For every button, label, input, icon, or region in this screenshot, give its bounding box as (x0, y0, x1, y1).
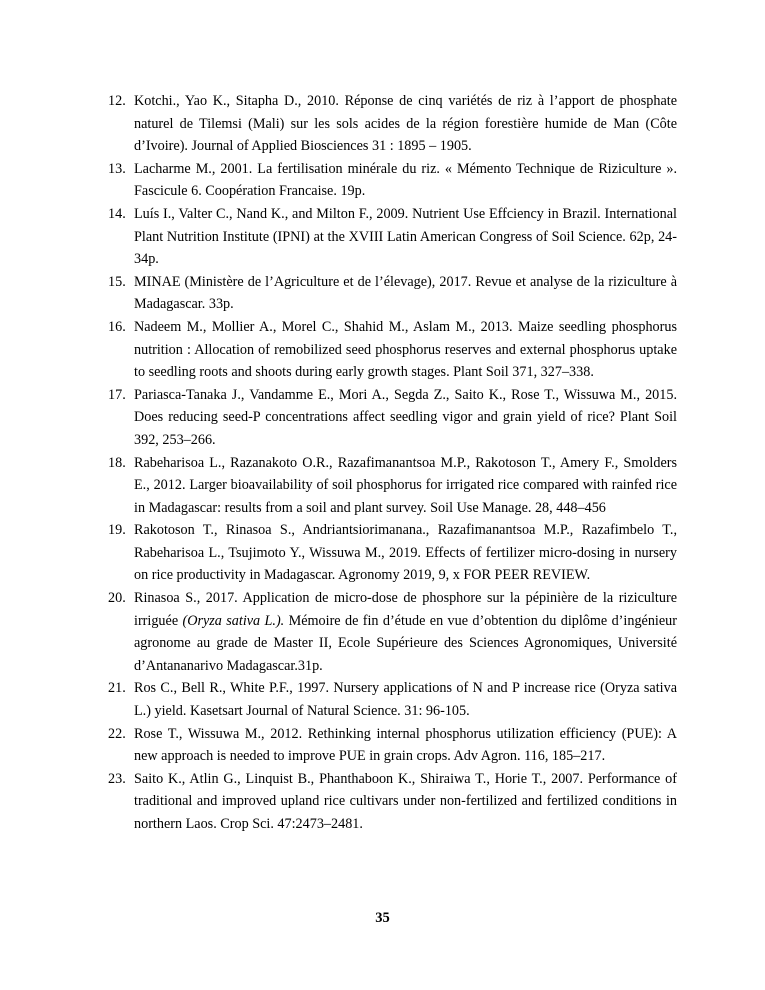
reference-text (134, 522, 677, 583)
reference-italic-text: (Oryza sativa L.). (182, 612, 285, 629)
reference-text-segment: Nadeem M., Mollier A., Morel C., Shahid M., Aslam M., 2013. Maize seedling phosphorus nutrition : Allocation of remobilized seed phosphorus reserves and external phosphorus uptake to seedling roots and shoots during early growth stages. Plant Soil 371, 327–338. (134, 318, 677, 381)
reference-number: 14. (108, 205, 126, 222)
reference-text (134, 771, 677, 832)
reference-text-segment: Rakotoson T., Rinasoa S., Andriantsiorimanana., Razafimanantsoa M.P., Razafimbelo T., Rabeharisoa L., Tsujimoto Y., Wissuwa M., 2019. Effects of fertilizer micro-dosing in nursery on rice productivity in Madagascar. Agronomy 2019, 9, x FOR PEER REVIEW. (134, 522, 677, 584)
reference-text (134, 455, 677, 516)
reference-list (108, 90, 677, 836)
reference-number: 15. (108, 273, 126, 290)
reference-item (108, 384, 677, 452)
reference-text-segment: Mémoire de fin d’étude en vue d’obtention du diplôme d’ingénieur agronome au grade de Master II, Ecole Supérieure des Sciences Agronomiques, Université d’Antananarivo Madagascar.31p. (134, 612, 677, 674)
reference-item (108, 203, 677, 271)
reference-number: 12. (108, 93, 126, 109)
reference-number: 22. (108, 725, 126, 742)
reference-text-segment: Saito K., Atlin G., Linquist B., Phanthaboon K., Shiraiwa T., Horie T., 2007. Performance of traditional and improved upland rice cultivars under non-fertilized and fertilized conditions in northern Laos. Crop Sci. 47:2473–2481. (134, 770, 677, 832)
reference-item (108, 316, 677, 384)
reference-text-segment: Pariasca-Tanaka J., Vandamme E., Mori A., Segda Z., Saito K., Rose T., Wissuwa M., 2015. Does reducing seed-P concentrations affect seedling vigor and grain yield of rice? Plant Soil 392, 253–266. (134, 386, 677, 448)
reference-item (108, 587, 677, 677)
reference-text (134, 274, 677, 313)
reference-text (134, 319, 677, 380)
reference-item (108, 768, 677, 836)
reference-text-segment: Rinasoa S., 2017. Application de micro-dose de phosphore sur la pépinière de la riziculture irriguée (134, 590, 677, 629)
reference-text (134, 726, 677, 765)
reference-text (134, 680, 677, 719)
reference-text-segment: Luís I., Valter C., Nand K., and Milton F., 2009. Nutrient Use Effciency in Brazil. International Plant Nutrition Institute (IPNI) at the XVIII Latin American Congress of Soil Science. 62p, 24- 34p. (134, 205, 677, 268)
reference-text (134, 387, 677, 448)
reference-text (134, 590, 677, 674)
reference-text (134, 93, 677, 154)
reference-number: 20. (108, 590, 126, 607)
reference-number: 21. (108, 680, 126, 697)
reference-text (134, 161, 677, 200)
reference-item (108, 723, 677, 768)
reference-text-segment: Rabeharisoa L., Razanakoto O.R., Razafimanantsoa M.P., Rakotoson T., Amery F., Smolders E., 2012. Larger bioavailability of soil phosphorus for irrigated rice compared with rainfed rice in Madagascar: results from a soil and plant survey. Soil Use Manage. 28, 448–456 (134, 454, 677, 516)
reference-number: 17. (108, 386, 126, 403)
reference-item (108, 90, 677, 158)
reference-item (108, 519, 677, 587)
reference-text-segment: Rose T., Wissuwa M., 2012. Rethinking internal phosphorus utilization efficiency (PUE): A new approach is needed to improve PUE in grain crops. Adv Agron. 116, 185–217. (134, 725, 677, 765)
reference-number: 19. (108, 522, 126, 539)
reference-item (108, 271, 677, 316)
reference-text-segment: Kotchi., Yao K., Sitapha D., 2010. Réponse de cinq variétés de riz à l’apport de phosphate naturel de Tilemsi (Mali) sur les sols acides de la région forestière humide de Man (Côte d’Ivoire). Journal of Applied Biosciences 31 : 1895 – 1905. (134, 93, 677, 155)
page-number: 35 (375, 910, 390, 926)
reference-number: 23. (108, 770, 126, 787)
reference-number: 18. (108, 454, 126, 471)
reference-item (108, 452, 677, 520)
reference-text-segment: Ros C., Bell R., White P.F., 1997. Nursery applications of N and P increase rice (Oryza sativa L.) yield. Kasetsart Journal of Natural Science. 31: 96-105. (134, 680, 677, 720)
reference-item (108, 677, 677, 722)
reference-text-segment: Lacharme M., 2001. La fertilisation minérale du riz. « Mémento Technique de Riziculture ». Fascicule 6. Coopération Francaise. 19p. (134, 160, 677, 200)
reference-number: 13. (108, 160, 126, 177)
reference-number: 16. (108, 318, 126, 335)
reference-text (134, 206, 677, 267)
reference-item (108, 158, 677, 203)
reference-text-segment: MINAE (Ministère de l’Agriculture et de l’élevage), 2017. Revue et analyse de la riziculture à Madagascar. 33p. (134, 273, 677, 313)
